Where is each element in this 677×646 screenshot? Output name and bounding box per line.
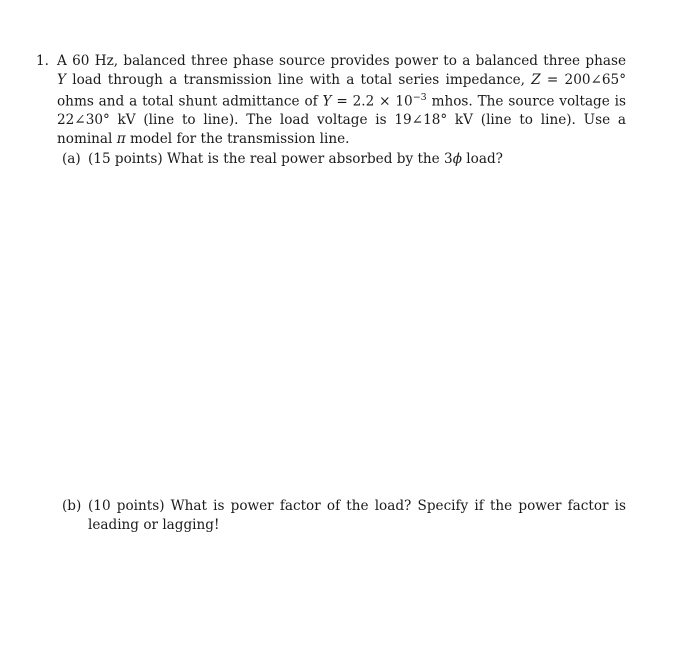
part-a bbox=[62, 150, 626, 169]
part-b-question: (10 points) What is power factor of the load? Specify if the power factor is leading or lagging! bbox=[88, 498, 626, 533]
part-b bbox=[62, 497, 626, 534]
problem-text-part-1: A 60 Hz, balanced three phase source provides power to a balanced three phase bbox=[57, 53, 626, 69]
phi-symbol: ϕ bbox=[452, 151, 462, 167]
part-a-question bbox=[88, 150, 626, 169]
admittance-exponent: −3 bbox=[412, 92, 427, 103]
part-a-text-1: (15 points) What is the real power absorbed by the 3 bbox=[88, 151, 453, 167]
problem-1 bbox=[36, 52, 626, 148]
pi-symbol: π bbox=[116, 130, 126, 147]
admittance-value: = 2.2 × 10 bbox=[331, 93, 413, 110]
load-variable: Y bbox=[57, 71, 66, 88]
problem-text-part-2: load through a transmission line with a total series impedance, bbox=[65, 71, 532, 88]
part-a-label: (a) bbox=[62, 151, 81, 167]
problem-statement bbox=[57, 52, 626, 148]
part-a-text-2: load? bbox=[461, 151, 503, 167]
impedance-value: = 200∠65° ohms and a total shunt admittance of bbox=[57, 71, 626, 110]
problem-text-part-4: model for the transmission line. bbox=[125, 130, 350, 147]
part-b-label: (b) bbox=[62, 498, 82, 514]
impedance-variable: Z bbox=[531, 71, 541, 88]
problem-text-part-3: mhos. The source voltage is 22∠30° kV (line to line). The load voltage is 19∠18° kV (line to line). Use a nominal bbox=[57, 93, 627, 147]
admittance-variable: Y bbox=[322, 93, 332, 110]
problem-number: 1. bbox=[36, 53, 49, 69]
